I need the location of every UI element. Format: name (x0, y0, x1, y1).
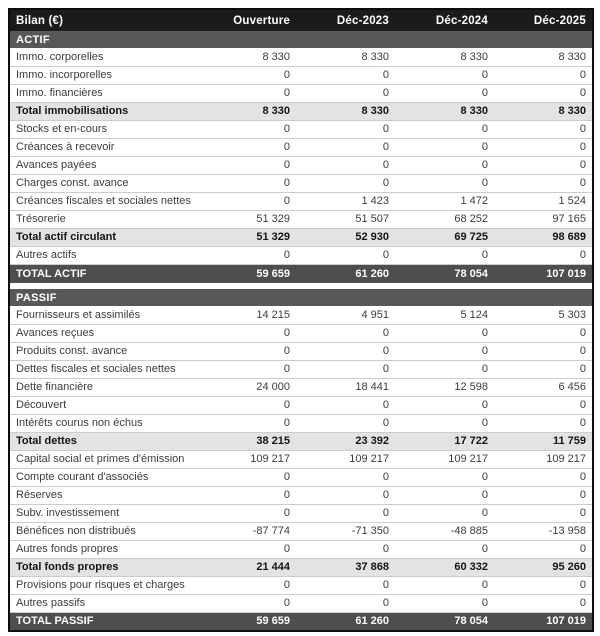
cell-value: 107 019 (494, 264, 593, 283)
cell-value: 0 (494, 120, 593, 138)
subtotal-row (9, 228, 593, 246)
table-row (9, 324, 593, 342)
cell-value: 0 (197, 192, 296, 210)
cell-value: 0 (296, 342, 395, 360)
table-row (9, 540, 593, 558)
row-label: Trésorerie (9, 210, 197, 228)
row-label: Autres passifs (9, 594, 197, 612)
cell-value: 0 (395, 414, 494, 432)
cell-value: 0 (395, 84, 494, 102)
cell-value: 37 868 (296, 558, 395, 576)
cell-value: 0 (197, 594, 296, 612)
cell-value: 0 (197, 576, 296, 594)
row-label: Autres actifs (9, 246, 197, 264)
cell-value: 0 (494, 576, 593, 594)
cell-value: 0 (197, 396, 296, 414)
cell-value: 0 (296, 324, 395, 342)
cell-value: 97 165 (494, 210, 593, 228)
cell-value: 8 330 (395, 102, 494, 120)
cell-value: 0 (395, 66, 494, 84)
table-row (9, 138, 593, 156)
cell-value: -71 350 (296, 522, 395, 540)
cell-value: 0 (494, 246, 593, 264)
row-label: Total dettes (9, 432, 197, 450)
cell-value: 0 (494, 594, 593, 612)
subtotal-row (9, 558, 593, 576)
grand-total-row (9, 612, 593, 631)
cell-value: 51 507 (296, 210, 395, 228)
cell-value: 0 (296, 174, 395, 192)
cell-value: 0 (197, 342, 296, 360)
table-row (9, 522, 593, 540)
column-header-dec-2023: Déc-2023 (296, 9, 395, 31)
table-row (9, 504, 593, 522)
row-label: Total immobilisations (9, 102, 197, 120)
cell-value: 0 (197, 468, 296, 486)
column-header-dec-2025: Déc-2025 (494, 9, 593, 31)
cell-value: 0 (296, 504, 395, 522)
cell-value: 0 (494, 342, 593, 360)
row-label: Immo. incorporelles (9, 66, 197, 84)
cell-value: 59 659 (197, 264, 296, 283)
cell-value: 0 (494, 396, 593, 414)
table-row (9, 360, 593, 378)
row-label: Subv. investissement (9, 504, 197, 522)
cell-value: 0 (296, 66, 395, 84)
cell-value: 1 423 (296, 192, 395, 210)
cell-value: 69 725 (395, 228, 494, 246)
cell-value: -13 958 (494, 522, 593, 540)
section-label: ACTIF (9, 31, 593, 48)
cell-value: 8 330 (197, 102, 296, 120)
table-row (9, 378, 593, 396)
row-label: Stocks et en-cours (9, 120, 197, 138)
row-label: Fournisseurs et assimilés (9, 306, 197, 324)
cell-value: 0 (197, 504, 296, 522)
cell-value: 12 598 (395, 378, 494, 396)
row-label: Bénéfices non distribués (9, 522, 197, 540)
row-label: Charges const. avance (9, 174, 197, 192)
row-label: Avances payées (9, 156, 197, 174)
cell-value: 0 (197, 66, 296, 84)
cell-value: 78 054 (395, 612, 494, 631)
section-header-row (9, 289, 593, 306)
balance-sheet (8, 8, 592, 632)
cell-value: 21 444 (197, 558, 296, 576)
cell-value: 14 215 (197, 306, 296, 324)
row-label: Créances fiscales et sociales nettes (9, 192, 197, 210)
cell-value: 0 (494, 414, 593, 432)
table-body (9, 31, 593, 631)
table-row (9, 486, 593, 504)
cell-value: 17 722 (395, 432, 494, 450)
cell-value: 59 659 (197, 612, 296, 631)
row-label: Découvert (9, 396, 197, 414)
cell-value: 5 124 (395, 306, 494, 324)
table-row (9, 174, 593, 192)
row-label: Créances à recevoir (9, 138, 197, 156)
table-row (9, 396, 593, 414)
table-row (9, 246, 593, 264)
balance-sheet-table (8, 8, 594, 632)
cell-value: 0 (395, 156, 494, 174)
table-row (9, 48, 593, 66)
cell-value: 0 (494, 324, 593, 342)
cell-value: 78 054 (395, 264, 494, 283)
cell-value: -87 774 (197, 522, 296, 540)
table-row (9, 120, 593, 138)
subtotal-row (9, 102, 593, 120)
section-header-row (9, 31, 593, 48)
table-row (9, 306, 593, 324)
row-label: TOTAL PASSIF (9, 612, 197, 631)
cell-value: 8 330 (494, 48, 593, 66)
row-label: TOTAL ACTIF (9, 264, 197, 283)
cell-value: 109 217 (494, 450, 593, 468)
cell-value: 0 (296, 396, 395, 414)
row-label: Total actif circulant (9, 228, 197, 246)
table-row (9, 156, 593, 174)
table-row (9, 414, 593, 432)
cell-value: 109 217 (395, 450, 494, 468)
cell-value: 1 524 (494, 192, 593, 210)
cell-value: 0 (395, 396, 494, 414)
cell-value: 61 260 (296, 264, 395, 283)
column-header-ouverture: Ouverture (197, 9, 296, 31)
cell-value: 0 (296, 120, 395, 138)
table-row (9, 450, 593, 468)
cell-value: 0 (494, 504, 593, 522)
row-label: Compte courant d'associés (9, 468, 197, 486)
cell-value: 8 330 (197, 48, 296, 66)
cell-value: 0 (197, 138, 296, 156)
cell-value: 0 (395, 174, 494, 192)
cell-value: 60 332 (395, 558, 494, 576)
cell-value: 52 930 (296, 228, 395, 246)
table-header-row (9, 9, 593, 31)
cell-value: 0 (494, 468, 593, 486)
cell-value: 0 (395, 468, 494, 486)
table-row (9, 468, 593, 486)
cell-value: 61 260 (296, 612, 395, 631)
cell-value: 0 (197, 540, 296, 558)
cell-value: 0 (494, 66, 593, 84)
table-row (9, 210, 593, 228)
row-label: Provisions pour risques et charges (9, 576, 197, 594)
cell-value: 0 (395, 246, 494, 264)
cell-value: 0 (395, 120, 494, 138)
cell-value: 11 759 (494, 432, 593, 450)
cell-value: 0 (197, 324, 296, 342)
cell-value: 0 (494, 84, 593, 102)
cell-value: 0 (197, 120, 296, 138)
cell-value: 0 (395, 360, 494, 378)
cell-value: 23 392 (296, 432, 395, 450)
cell-value: 0 (296, 540, 395, 558)
cell-value: 5 303 (494, 306, 593, 324)
row-label: Total fonds propres (9, 558, 197, 576)
table-row (9, 192, 593, 210)
cell-value: 109 217 (296, 450, 395, 468)
cell-value: 0 (494, 540, 593, 558)
subtotal-row (9, 432, 593, 450)
cell-value: 1 472 (395, 192, 494, 210)
cell-value: 0 (296, 138, 395, 156)
cell-value: 38 215 (197, 432, 296, 450)
cell-value: 0 (494, 156, 593, 174)
cell-value: 0 (395, 594, 494, 612)
cell-value: 51 329 (197, 210, 296, 228)
cell-value: 0 (395, 138, 494, 156)
row-label: Immo. financières (9, 84, 197, 102)
row-label: Autres fonds propres (9, 540, 197, 558)
cell-value: 8 330 (296, 102, 395, 120)
row-label: Immo. corporelles (9, 48, 197, 66)
column-header-dec-2024: Déc-2024 (395, 9, 494, 31)
cell-value: 0 (296, 360, 395, 378)
cell-value: 0 (395, 504, 494, 522)
cell-value: 8 330 (494, 102, 593, 120)
cell-value: 0 (494, 486, 593, 504)
cell-value: 0 (197, 486, 296, 504)
row-label: Capital social et primes d'émission (9, 450, 197, 468)
cell-value: 8 330 (296, 48, 395, 66)
section-label: PASSIF (9, 289, 593, 306)
cell-value: 107 019 (494, 612, 593, 631)
cell-value: 98 689 (494, 228, 593, 246)
cell-value: 0 (494, 360, 593, 378)
table-row (9, 576, 593, 594)
cell-value: -48 885 (395, 522, 494, 540)
cell-value: 0 (197, 84, 296, 102)
cell-value: 0 (197, 246, 296, 264)
cell-value: 0 (197, 174, 296, 192)
cell-value: 0 (296, 486, 395, 504)
row-label: Intérêts courus non échus (9, 414, 197, 432)
cell-value: 0 (296, 414, 395, 432)
table-row (9, 66, 593, 84)
cell-value: 8 330 (395, 48, 494, 66)
table-row (9, 84, 593, 102)
cell-value: 0 (296, 594, 395, 612)
row-label: Dettes fiscales et sociales nettes (9, 360, 197, 378)
cell-value: 4 951 (296, 306, 395, 324)
cell-value: 0 (395, 576, 494, 594)
cell-value: 0 (395, 342, 494, 360)
cell-value: 109 217 (197, 450, 296, 468)
cell-value: 0 (197, 414, 296, 432)
cell-value: 0 (296, 468, 395, 486)
cell-value: 6 456 (494, 378, 593, 396)
grand-total-row (9, 264, 593, 283)
cell-value: 0 (395, 324, 494, 342)
row-label: Réserves (9, 486, 197, 504)
cell-value: 0 (197, 360, 296, 378)
cell-value: 0 (494, 174, 593, 192)
cell-value: 0 (296, 156, 395, 174)
cell-value: 0 (296, 246, 395, 264)
table-row (9, 594, 593, 612)
cell-value: 0 (395, 540, 494, 558)
cell-value: 0 (296, 576, 395, 594)
cell-value: 0 (197, 156, 296, 174)
row-label: Avances reçues (9, 324, 197, 342)
cell-value: 68 252 (395, 210, 494, 228)
cell-value: 51 329 (197, 228, 296, 246)
row-label: Produits const. avance (9, 342, 197, 360)
cell-value: 0 (494, 138, 593, 156)
row-label: Dette financière (9, 378, 197, 396)
cell-value: 0 (395, 486, 494, 504)
table-title: Bilan (€) (9, 9, 197, 31)
cell-value: 24 000 (197, 378, 296, 396)
cell-value: 18 441 (296, 378, 395, 396)
cell-value: 0 (296, 84, 395, 102)
table-row (9, 342, 593, 360)
cell-value: 95 260 (494, 558, 593, 576)
